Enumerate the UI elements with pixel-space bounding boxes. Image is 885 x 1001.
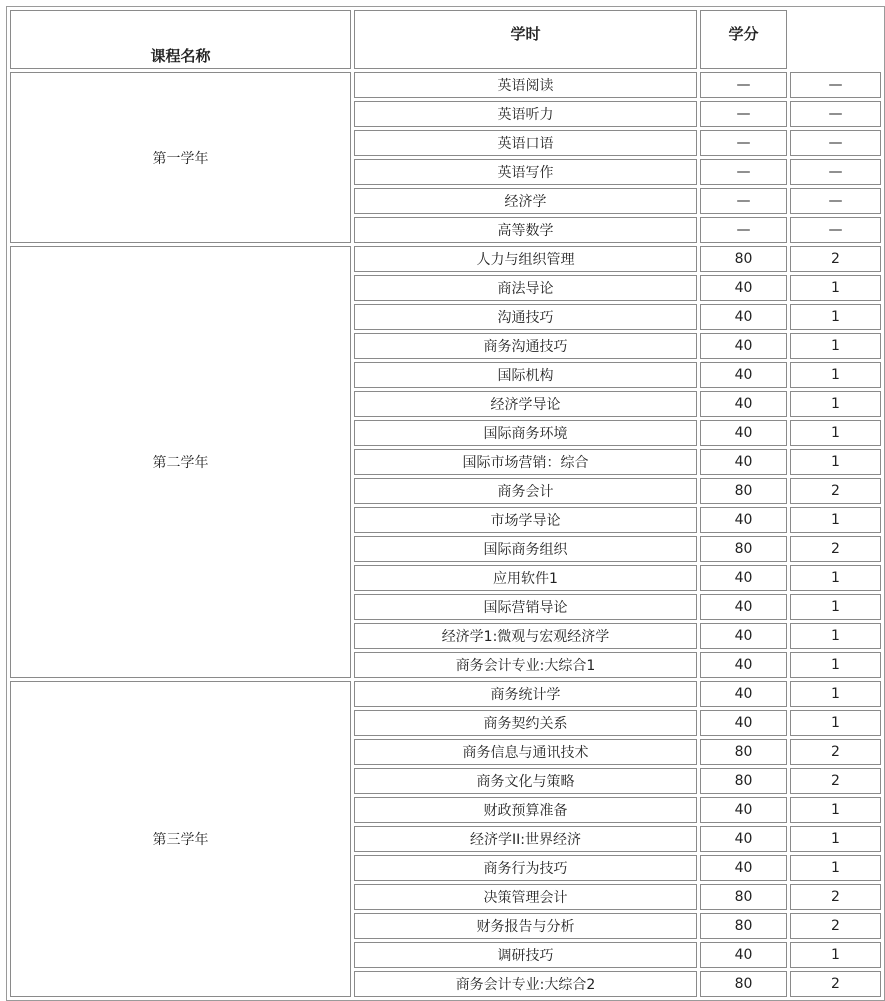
course-name-cell: 商务统计学 [354,681,697,707]
course-name-cell: 应用软件1 [354,565,697,591]
course-name-cell: 经济学导论 [354,391,697,417]
credit-cell: 2 [790,536,881,562]
hours-cell: 80 [700,768,787,794]
credit-cell: 1 [790,652,881,678]
hours-cell: 40 [700,391,787,417]
header-hours: 学时 [354,10,697,69]
course-name-cell: 商法导论 [354,275,697,301]
credit-cell: — [790,130,881,156]
course-name-cell: 国际商务环境 [354,420,697,446]
credit-cell: — [790,101,881,127]
hours-cell: 80 [700,884,787,910]
credit-cell: 1 [790,507,881,533]
credit-cell: 1 [790,362,881,388]
course-name-cell: 商务会计专业:大综合1 [354,652,697,678]
credit-cell: — [790,188,881,214]
hours-cell: 40 [700,362,787,388]
credit-cell: 2 [790,478,881,504]
course-name-cell: 商务文化与策略 [354,768,697,794]
credit-cell: 1 [790,826,881,852]
course-name-cell: 商务沟通技巧 [354,333,697,359]
course-name-cell: 经济学II:世界经济 [354,826,697,852]
credit-cell: 2 [790,971,881,997]
course-name-cell: 调研技巧 [354,942,697,968]
hours-cell: — [700,130,787,156]
course-name-cell: 沟通技巧 [354,304,697,330]
course-name-cell: 人力与组织管理 [354,246,697,272]
credit-cell: 2 [790,246,881,272]
table-row [10,72,881,98]
course-name-cell: 英语口语 [354,130,697,156]
hours-cell: 80 [700,536,787,562]
course-name-cell: 商务契约关系 [354,710,697,736]
hours-cell: — [700,72,787,98]
credit-cell: 1 [790,304,881,330]
hours-cell: 40 [700,652,787,678]
hours-cell: 80 [700,478,787,504]
course-name-cell: 经济学1:微观与宏观经济学 [354,623,697,649]
hours-cell: — [700,159,787,185]
course-name-cell: 商务会计专业:大综合2 [354,971,697,997]
header-blank [790,10,881,69]
hours-cell: 40 [700,797,787,823]
course-name-cell: 商务信息与通讯技术 [354,739,697,765]
credit-cell: 1 [790,797,881,823]
course-name-cell: 英语阅读 [354,72,697,98]
hours-cell: 40 [700,275,787,301]
credit-cell: 1 [790,623,881,649]
course-name-cell: 决策管理会计 [354,884,697,910]
course-name-cell: 财务报告与分析 [354,913,697,939]
hours-cell: 80 [700,739,787,765]
credit-cell: 1 [790,710,881,736]
hours-cell: 40 [700,623,787,649]
table-row [10,681,881,707]
credit-cell: 1 [790,594,881,620]
hours-cell: 80 [700,246,787,272]
credit-cell: 1 [790,333,881,359]
course-name-cell: 国际市场营销：综合 [354,449,697,475]
credit-cell: 1 [790,391,881,417]
credit-cell: 1 [790,565,881,591]
hours-cell: — [700,217,787,243]
year-label: 第一学年 [10,72,351,243]
course-name-cell: 商务行为技巧 [354,855,697,881]
year-label: 第三学年 [10,681,351,997]
course-name-cell: 国际机构 [354,362,697,388]
hours-cell: — [700,188,787,214]
credit-cell: 2 [790,884,881,910]
hours-cell: 40 [700,594,787,620]
course-name-cell: 市场学导论 [354,507,697,533]
course-name-cell: 经济学 [354,188,697,214]
course-name-cell: 财政预算准备 [354,797,697,823]
credit-cell: 1 [790,275,881,301]
course-table-container [6,6,885,1001]
table-row [10,246,881,272]
hours-cell: 40 [700,449,787,475]
hours-cell: 40 [700,333,787,359]
credit-cell: 1 [790,681,881,707]
hours-cell: 40 [700,942,787,968]
hours-cell: — [700,101,787,127]
hours-cell: 40 [700,710,787,736]
course-name-cell: 国际营销导论 [354,594,697,620]
year-label: 第二学年 [10,246,351,678]
course-table [6,6,885,1001]
credit-cell: 1 [790,855,881,881]
header-course-name: 课程名称 [10,10,351,69]
hours-cell: 40 [700,420,787,446]
hours-cell: 40 [700,855,787,881]
course-name-cell: 英语写作 [354,159,697,185]
hours-cell: 40 [700,826,787,852]
hours-cell: 80 [700,913,787,939]
credit-cell: 1 [790,942,881,968]
hours-cell: 40 [700,304,787,330]
hours-cell: 80 [700,971,787,997]
credit-cell: — [790,159,881,185]
credit-cell: 2 [790,913,881,939]
credit-cell: 1 [790,420,881,446]
credit-cell: 2 [790,768,881,794]
credit-cell: 2 [790,739,881,765]
credit-cell: 1 [790,449,881,475]
hours-cell: 40 [700,681,787,707]
credit-cell: — [790,217,881,243]
header-row [10,10,881,69]
header-credit: 学分 [700,10,787,69]
course-name-cell: 英语听力 [354,101,697,127]
hours-cell: 40 [700,507,787,533]
course-name-cell: 高等数学 [354,217,697,243]
hours-cell: 40 [700,565,787,591]
credit-cell: — [790,72,881,98]
course-name-cell: 商务会计 [354,478,697,504]
course-name-cell: 国际商务组织 [354,536,697,562]
